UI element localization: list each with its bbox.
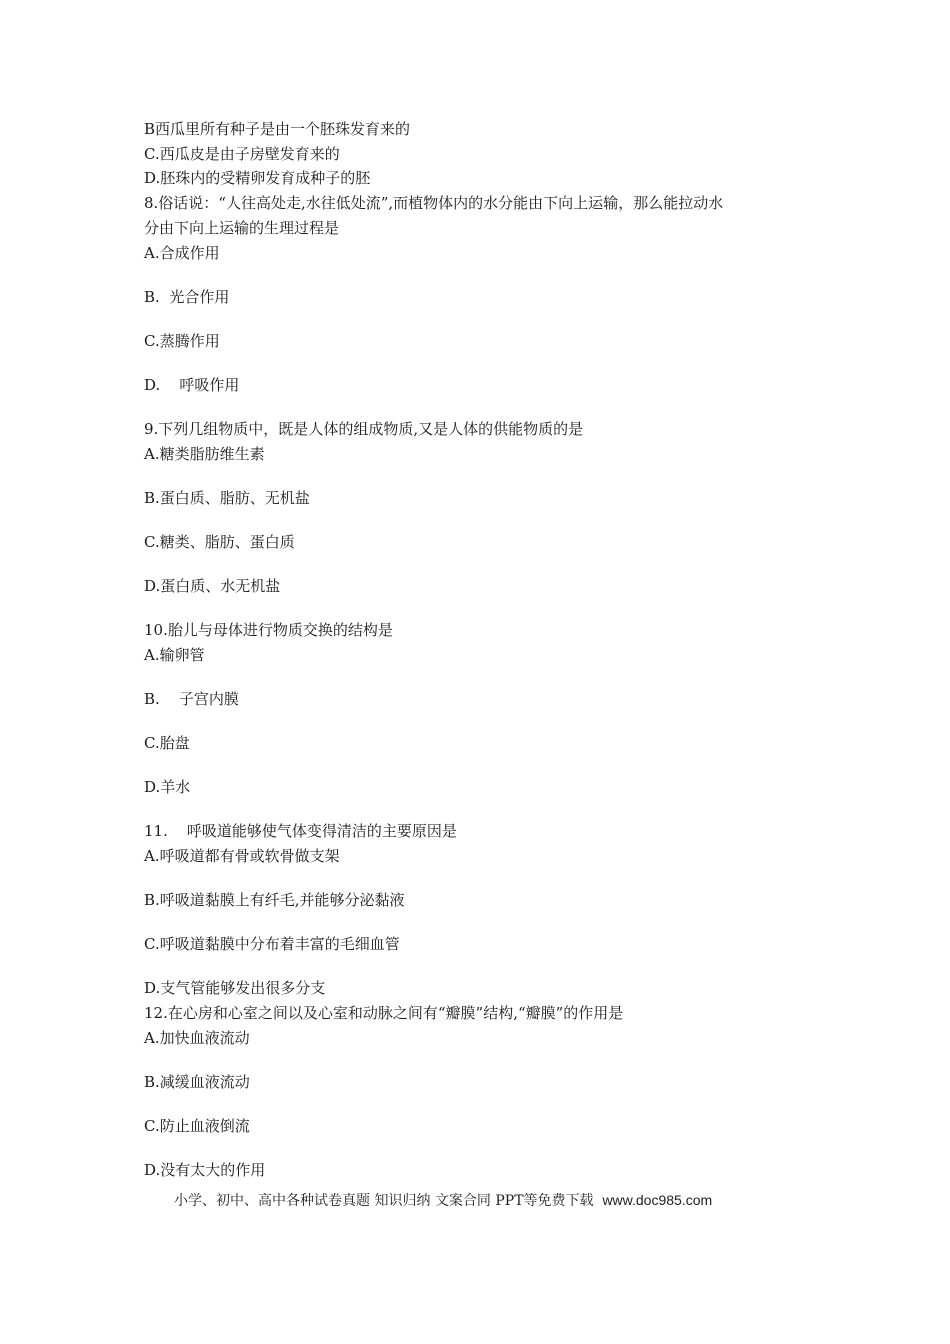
- option-c-q10: C.胎盘: [144, 734, 190, 752]
- option-c-q7: C.西瓜皮是由子房壁发育来的: [144, 145, 340, 163]
- option-a-q11: A.呼吸道都有骨或软骨做支架: [144, 847, 340, 865]
- option-b-q11: B.呼吸道黏膜上有纤毛,并能够分泌黏液: [144, 891, 405, 909]
- option-d-q10: D.羊水: [144, 778, 191, 796]
- option-b-q9: B.蛋白质、脂肪、无机盐: [144, 489, 310, 507]
- option-b-q7: B西瓜里所有种子是由一个胚珠发育来的: [144, 120, 411, 138]
- footer-url[interactable]: www.doc985.com: [602, 1192, 713, 1208]
- option-a-q9: A.糖类脂肪维生素: [144, 445, 265, 463]
- page-footer: [174, 1190, 712, 1211]
- option-c-q8: C.蒸腾作用: [144, 332, 220, 350]
- question-8-line-2: 分由下向上运输的生理过程是: [144, 219, 340, 237]
- option-d-q8: D. 呼吸作用: [144, 376, 240, 394]
- footer-text: 小学、初中、高中各种试卷真题 知识归纳 文案合同 PPT等免费下载: [174, 1193, 603, 1209]
- option-d-q12: D.没有太大的作用: [144, 1161, 266, 1179]
- option-c-q12: C.防止血液倒流: [144, 1117, 250, 1135]
- question-9: 9.下列几组物质中，既是人体的组成物质,又是人体的供能物质的是: [144, 420, 584, 438]
- question-12: 12.在心房和心室之间以及心室和动脉之间有“瓣膜”结构,“瓣膜”的作用是: [144, 1004, 624, 1022]
- option-d-q11: D.支气管能够发出很多分支: [144, 979, 326, 997]
- option-d-q9: D.蛋白质、水无机盐: [144, 577, 281, 595]
- option-c-q9: C.糖类、脂肪、蛋白质: [144, 533, 295, 551]
- option-c-q11: C.呼吸道黏膜中分布着丰富的毛细血管: [144, 935, 400, 953]
- option-b-q8: B. 光合作用: [144, 288, 230, 306]
- option-a-q10: A.输卵管: [144, 646, 205, 664]
- question-11: 11. 呼吸道能够使气体变得清洁的主要原因是: [144, 822, 457, 840]
- option-b-q12: B.减缓血液流动: [144, 1073, 250, 1091]
- option-b-q10: B. 子宫内膜: [144, 690, 239, 708]
- option-a-q8: A.合成作用: [144, 244, 220, 262]
- option-a-q12: A.加快血液流动: [144, 1029, 250, 1047]
- option-d-q7: D.胚珠内的受精卵发育成种子的胚: [144, 169, 371, 187]
- question-8-line-1: 8.俗话说：“人往高处走,水往低处流”,而植物体内的水分能由下向上运输，那么能拉动水: [144, 194, 724, 212]
- question-10: 10.胎儿与母体进行物质交换的结构是: [144, 621, 393, 639]
